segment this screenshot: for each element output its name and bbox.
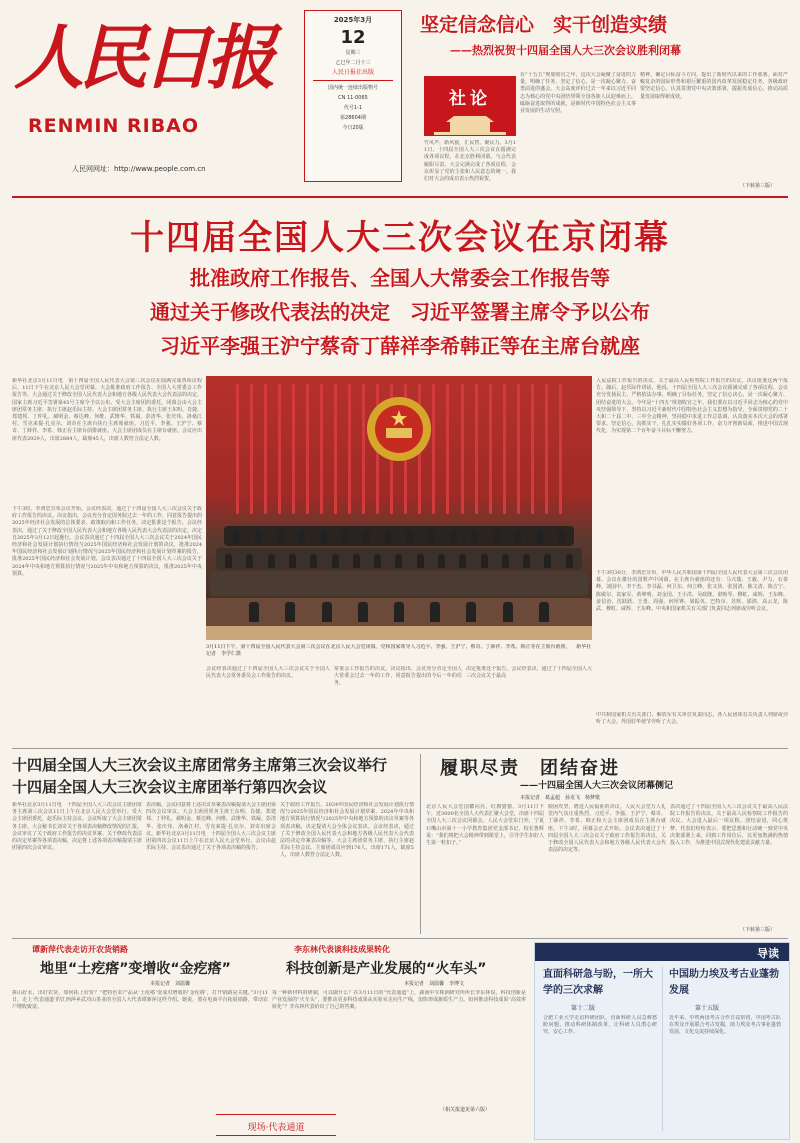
story3-title: 履职尽责 团结奋进 [440, 758, 620, 779]
guide2-title[interactable]: 中国助力埃及考古业蓬勃发展 [669, 969, 779, 996]
story2-title-1: 十四届全国人大三次会议主席团常务主席第三次会议举行 [12, 756, 388, 774]
story3-continued: （下转第三版） [740, 927, 776, 933]
lunar-date: 乙巳年二月十三 [335, 60, 371, 66]
lead-col-1: 新华社北京3月11日电 第十四届全国人民代表大会第三次会议在圆满完成各项议程后，11日下午在北京人民大会堂闭幕。大会批准政府工作报告、全国人大常委会工作报告等。大会通过关于修改全国人民代表大会和地方各级人民代表大会代表法的决定。国家主席习近平签署第45号主席令予以公布。受大会主席团的委托，闭幕会由大会主席团常务主席、执行主席赵乐际主持。大会主席团常务主席、执行主席王东明、肖捷、郑建邦、丁仲礼、郝明金、蔡达峰、何维、武维华、铁凝、彭清华、张庆伟、洛桑江村、雪克来提·扎克尔、刘奇在主席台执行主席席就座。习近平、李强、王沪宁、蔡奇、丁薛祥、李希、韩正在主席台前排就座。大会主席团成员在主席台就座。会议应出席代表2929人，出席2884人，缺席45人，出席人数符合法定人数。 [12, 378, 202, 442]
story2-title-2: 十四届全国人大三次会议主席团举行第四次会议 [12, 778, 328, 796]
editorial-continued: （下转第三版） [740, 183, 776, 189]
editorial-text-3: 精神，确定目标奋斗方向，提出了新时代以来的工作部署。面对严峻复杂的国际形势和艰巨繁重的国内改革发展稳定任务，各级政府要坚定信心，认真贯彻党中央决策部署，提振发展信心，推动高质量发展取得新成效。 [640, 72, 788, 100]
cn-number: CN 11-0065 [338, 95, 368, 101]
editorial-label: 社论 [449, 89, 491, 109]
subheadline-3: 习近平李强王沪宁蔡奇丁薛祥李希韩正等在主席台就座 [160, 334, 640, 358]
column-divider [420, 754, 421, 934]
lead-bottom-mid: 常委会工作报告的决议。决议指出，会议充分肯定全国人大常委会过去一年的工作，同意报告提出的今后一年的任务， [334, 666, 462, 687]
guide1-title[interactable]: 直面科研急与盼，一所大学的三次求解 [543, 969, 653, 996]
people-row-2 [218, 554, 580, 568]
section-divider-1 [12, 748, 788, 749]
lead-bottom-left: 会议经表决通过了十四届全国人大三次会议关于全国人民代表大会常务委员会工作报告的决议。 [206, 666, 330, 680]
masthead-divider [12, 196, 788, 198]
bottom2-kicker: 李东林代表谈科技成果转化 [294, 945, 390, 954]
publisher: 人民日报社出版 [331, 69, 374, 76]
website-label[interactable]: 人民网网址：http://www.people.com.cn [72, 165, 206, 173]
guide1-page[interactable]: 第十二版 [571, 1005, 596, 1012]
story3-subtitle: ——十四届全国人大三次会议闭幕侧记 [520, 781, 674, 791]
tier-2 [210, 572, 588, 596]
page-count: 今日20版 [342, 125, 364, 131]
guide2-text: 近年来，中埃两国考古合作日益密切。中国考古队在埃及开展联合考古发掘，助力埃及考古事业蓬勃发展，文化交流持续深化。 [669, 1015, 781, 1036]
section-divider-2 [12, 938, 788, 939]
bottom2-byline: 本报记者 刘温馨 李博文 [404, 981, 465, 987]
subheadline-2: 通过关于修改代表法的决定 习近平签署主席令予以公布 [150, 300, 650, 324]
guide-header: 导读 [757, 947, 779, 960]
lead-col-3-bottom: 下午3时30分，李鸿忠宣布，中华人民共和国第十四届全国人民代表大会第三次会议闭幕。会议在雄壮的国歌声中闭幕。在主席台就座的还有：马兴瑞、王毅、尹力、石泰峰、刘国中、李干杰、李书磊、何卫东、何立峰、张又侠、张国清、陈文清、陈吉宁、陈敏尔、袁家军、黄坤明、刘金国、王小洪、吴政隆、谌贻琴、穆虹、咸辉、王东峰、姜信治、沈跃跃、王勇、周强、何厚铧、梁振英、巴特尔、苏辉、邵鸿、高云龙、陈武、穆虹、咸辉、王东峰。中央和国家机关有关部门负责同志列席或旁听会议。 [596, 570, 788, 613]
lead-tail: 中共和国家机关有关部门、解放军有关单位负责同志，各人民团体有关负责人列席或旁听了大会。外国驻华使节旁听了大会。 [596, 712, 788, 726]
lead-photo [206, 376, 592, 640]
photo-caption-text: 3月11日下午，第十四届全国人民代表大会第三次会议在北京人民大会堂闭幕。党和国家领导人习近平、李强、王沪宁、蔡奇、丁薛祥、李希、韩正等在主席台就座。 [206, 644, 571, 650]
story3-col-3: 表决通过了十四届全国人大三次会议关于最高人民法院工作报告的决议、关于最高人民检察院工作报告的决议。大会进入最后一项议程。团结奋进，同心筑梦。代表们纷纷表示，要把思想和行动统一到党中央决策部署上来，回到工作岗位后，以更加饱满的热情投入工作，为推进中国式现代化建设贡献力量。 [670, 804, 788, 847]
people-row-3 [236, 602, 562, 622]
photo-caption [206, 644, 592, 662]
bottom1-byline: 本报记者 刘温馨 [150, 981, 191, 987]
lead-col-3-top: 人民法院工作报告的决议、关于最高人民检察院工作报告的决议，决议批准这两个报告。随后，赵乐际作讲话。他说，十四届全国人大三次会议圆满完成了各项议程。会议充分发扬民主，严格依法办事，明确了目标任务，坚定了信心决心，是一次凝心聚力、团结奋进的大会。今年是“十四五”规划收官之年。我们要在以习近平同志为核心的党中央坚强领导下，坚持以习近平新时代中国特色社会主义思想为指导，全面贯彻党的二十大和二十届二中、三中全会精神，坚持稳中求进工作总基调，认真落实本次大会的部署要求，坚定信心，真抓实干，扎扎实实做好各项工作，奋力开创新局面，推进中国式现代化，为实现第二个百年奋斗目标不懈努力。 [596, 378, 788, 435]
bottom1-kicker: 谭新萍代表走访开农货销路 [32, 945, 128, 954]
date-year-month: 2025年3月 [333, 16, 373, 24]
photo-credit: 新华社记者 李学仁摄 [206, 644, 592, 657]
date-box [304, 10, 402, 182]
stamp-banner [216, 1114, 336, 1136]
subheadline-1: 批准政府工作报告、全国人大常委会工作报告等 [190, 266, 610, 290]
guide-divider [662, 967, 663, 1131]
issue-number: 第28604期 [340, 115, 366, 121]
guide1-text: 合肥工业大学走访科研团队，直面科研人员急难愁盼问题，推动科研体制改革，让科研人员潜心研究、安心工作。 [543, 1015, 657, 1036]
story2-col-1: 新华社北京3月11日电 十四届全国人大三次会议主席团常务主席第三次会议11日上午在北京人民大会堂举行。受大会主席团委托，赵乐际主持会议。会议听取了大会主席团常务主席、大会秘书长刘奇关于各项表决稿修改情况的汇报。会议审议了关于政府工作报告的决议草案、关于修改代表法的决定草案等各项表决稿，决定将上述各项表决稿提请主席团第四次会议审议。 [12, 802, 142, 852]
lead-col-2: 下午3时，李鸿忠宣布会议开始。会议经表决，通过了十四届全国人大三次会议关于政府工作报告的决议。决议指出，会议充分肯定国务院过去一年的工作，同意报告提出的2025年经济社会发展的总体要求、政策取向和工作任务，决定批准这个报告。会议经表决，通过了关于修改全国人民代表大会和地方各级人民代表大会代表法的决定。决定自2025年3月12日起施行。会议表决通过了十四届全国人大三次会议关于2024年国民经济和社会发展计划执行情况与2025年国民经济和社会发展计划的决议，批准2024年国民经济和社会发展计划执行情况与2025年国民经济和社会发展计划草案的报告，批准2025年国民经济和社会发展计划。会议表决通过了十四届全国人大三次会议关于2024年中央和地方预算执行情况与2025年中央和地方预算的决议，批准2025年中央预算。 [12, 506, 202, 577]
story3-col-2: 脱困攻坚，增进人民福祉的决议。人民大会堂万人礼堂内气氛庄重热烈。习近平、李强、王沪宁、蔡奇、丁薛祥、李希、韩正和大会主席团成员在主席台就座。下午3时，闭幕会正式开始。会议表决通过了十四届全国人大三次会议关于政府工作报告的决议，关于修改全国人民代表大会和地方各级人民代表大会代表法的决定等。 [548, 804, 666, 854]
story2-col-3: 关于政府工作报告、2024年国民经济和社会发展计划执行情况与2025年国民经济和社会发展计划草案、2024年中央和地方预算执行情况与2025年中央和地方预算的决议草案等各项表决稿，决定提请大会全体会议表决。会议经表决，通过了关于修改全国人民代表大会和地方各级人民代表大会代表法的决定草案表决稿等。大会主席团常务主席、执行主席赵乐际主持会议。主席团成员应到176人，出席171人，缺席5人，出席人数符合法定人数。 [280, 802, 414, 859]
date-day: 12 [340, 27, 366, 48]
top-subtitle: ——热烈祝贺十四届全国人大三次会议胜利闭幕 [450, 44, 681, 57]
editorial-badge [424, 76, 516, 136]
editorial-text-2: 在“十五五”规划收官之年，这次大会凝聚了奋进的力量，明确了任务，坚定了信心，是一次凝心聚力、奋勇前进的盛会。大会高度评价过去一年来以习近平同志为核心的党中央团结带领全国各族人民迎难而上、砥砺奋进取得的成就，是新时代中国特色社会主义事业发展的生动写照。 [520, 72, 636, 115]
guide-header-bar [535, 943, 789, 961]
bottom1-text: 拼山好水，出好农货，如何拓上好价？“把特色农产品从‘土疙瘩’变成对增收的‘金疙瘩’，打开销路是关键。”3月11日，走上‘代表通道’的江西萍乡武功山茶业的全国人大代表谭新萍这样介绍。她说，要在电商平台拓展销路，带动农户增收致富。 [12, 990, 268, 1011]
bottom1-title: 地里“土疙瘩”变增收“金疙瘩” [40, 961, 231, 977]
guide-box [534, 942, 790, 1140]
state-emblem-icon [364, 394, 434, 464]
weekday: 星期三 [345, 50, 361, 56]
postal-code: 代号1-1 [343, 105, 363, 111]
issn-label: 国内统一连续出版物号 [327, 85, 378, 91]
masthead-logo: 人民日报 [14, 16, 270, 99]
guide2-page[interactable]: 第十五版 [695, 1005, 720, 1012]
masthead-pinyin: RENMIN RIBAO [28, 115, 200, 137]
story2-col-2: 表决稿。会议同意将上述决议草案表决稿提请大会主席团第四次会议审议。大会主席团常务主席王东明、肖捷、郑建邦、丁仲礼、郝明金、蔡达峰、何维、武维华、铁凝、彭清华、张庆伟、洛桑江村、雪克来提·扎克尔、刘奇出席会议。新华社北京3月11日电 十四届全国人大三次会议主席团第四次会议11日上午在北京人民大会堂举行，会议由赵乐际主持。会议表决通过了关于各项表决稿的报告。 [146, 802, 276, 852]
bottom2-continued: （相关报道见第六版） [440, 1107, 491, 1113]
bottom2-title: 科技创新是产业发展的“火车头” [286, 961, 487, 977]
top-slogan: 坚定信念信心 实干创造实绩 [420, 14, 668, 36]
people-row-1 [226, 530, 572, 544]
lead-bottom-right: 决定批准这个报告。会议经表决，通过了十四届全国人大三次会议关于最高 [466, 666, 592, 680]
editorial-text-1: 竹风声，新风貌，汇民智，聚民力。3月11日，十四届全国人大三次会议在圆满完成各项议程，在北京胜利闭幕。与会代表履职尽责，大会完满完成了各项议程，会议彰显了党的主张和人民意志的统一。我们对大会的成功表示热烈祝贺。 [424, 140, 516, 183]
story3-byline: 本报记者 葛孟超 孙龙飞 杨梦歌 [520, 795, 601, 801]
podium [206, 626, 592, 640]
stamp-text: 现场·代表通道 [247, 1123, 305, 1133]
gate-icon [424, 114, 516, 136]
bottom2-text: 每一种新材料的研制，可以做什么？在3月11日的“代表通道”上，湖南中车株洲研究所所长李东林说，科技创新是产业发展的“火车头”，要推动更多科技成果从实验室走向生产线，加快形成新质生产力。如何推动科技成果“高效率转化”？李东林代表给出了自己的答案。 [272, 990, 526, 1011]
story3-col-1: 北京人民大会堂国徽闪亮，红旗猎猎。3月11日下午，近3000名全国人大代表汇聚大会堂，出席十四届全国人大三次会议闭幕会。人民大会堂东门外，宁夏石嘴山市第十一小学教育集团党支部书记、校长鲁辉说：“我们将把大会精神带到课堂上，引导学生扣好人生第一粒扣子。” [426, 804, 544, 847]
main-headline: 十四届全国人大三次会议在京闭幕 [130, 218, 670, 258]
